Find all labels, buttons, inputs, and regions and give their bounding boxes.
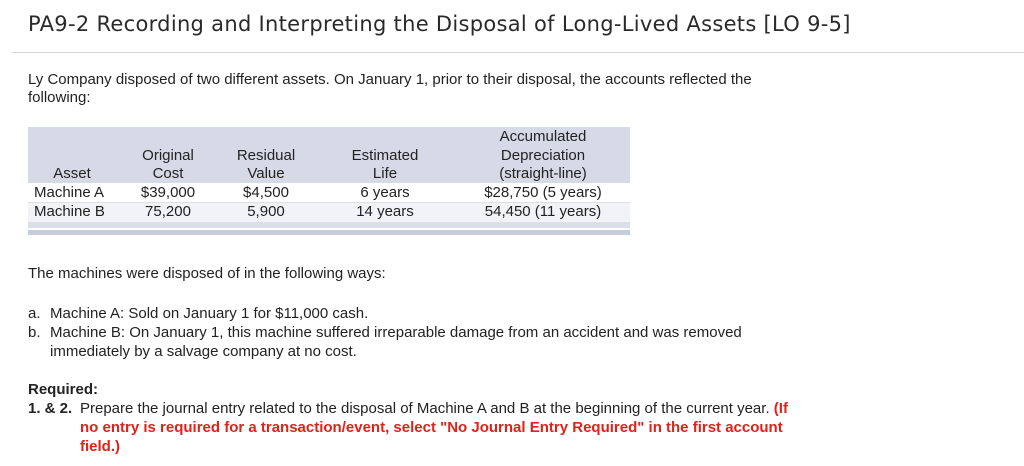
required-marker: 1. & 2. (28, 400, 73, 417)
header-life-2: Life (372, 165, 398, 182)
header-accum-2: Depreciation (500, 147, 586, 164)
cell-residual: 5,900 (247, 203, 285, 220)
header-residual-1: Residual (236, 147, 296, 164)
header-life-1: Estimated (351, 147, 419, 164)
item-marker: b. (28, 324, 41, 341)
header-original-cost-1: Original (142, 147, 194, 164)
header-original-cost-2: Cost (152, 165, 184, 182)
header-residual-2: Value (247, 165, 285, 182)
cell-cost: 75,200 (145, 203, 191, 220)
intro-paragraph: Ly Company disposed of two different assets. On January 1, prior to their disposal, the accounts reflected the following: (28, 71, 752, 106)
item-marker: a. (28, 305, 41, 322)
cell-asset: Machine A (34, 184, 105, 201)
required-text-block (80, 399, 810, 456)
item-text: Machine A: Sold on January 1 for $11,000 cash. (50, 305, 369, 322)
cell-life: 14 years (356, 203, 414, 220)
item-text: Machine B: On January 1, this machine suffered irreparable damage from an accident and was removed immediately by a salvage company at no cost. (50, 324, 742, 360)
required-heading: Required: (28, 381, 99, 398)
cell-residual: $4,500 (243, 184, 289, 201)
cell-life: 6 years (360, 184, 410, 201)
header-asset: Asset (53, 165, 91, 182)
required-text: Prepare the journal entry related to the disposal of Machine A and B at the beginning of the current year. (80, 400, 770, 417)
table-bottom-rule (28, 230, 630, 235)
cell-accum: $28,750 (5 years) (484, 184, 602, 201)
page-title: PA9-2 Recording and Interpreting the Disposal of Long-Lived Assets [LO 9-5] (28, 12, 851, 36)
cell-asset: Machine B (34, 203, 105, 220)
header-accum-3: (straight-line) (499, 165, 587, 182)
disposal-intro: The machines were disposed of in the following ways: (28, 265, 386, 282)
header-accum-1: Accumulated (499, 128, 587, 145)
required-note: (If no entry is required for a transaction/event, select "No Journal Entry Required" in the first account field.) (80, 400, 788, 455)
cell-cost: $39,000 (140, 184, 196, 201)
cell-accum: 54,450 (11 years) (484, 203, 602, 220)
title-divider (12, 52, 1024, 53)
